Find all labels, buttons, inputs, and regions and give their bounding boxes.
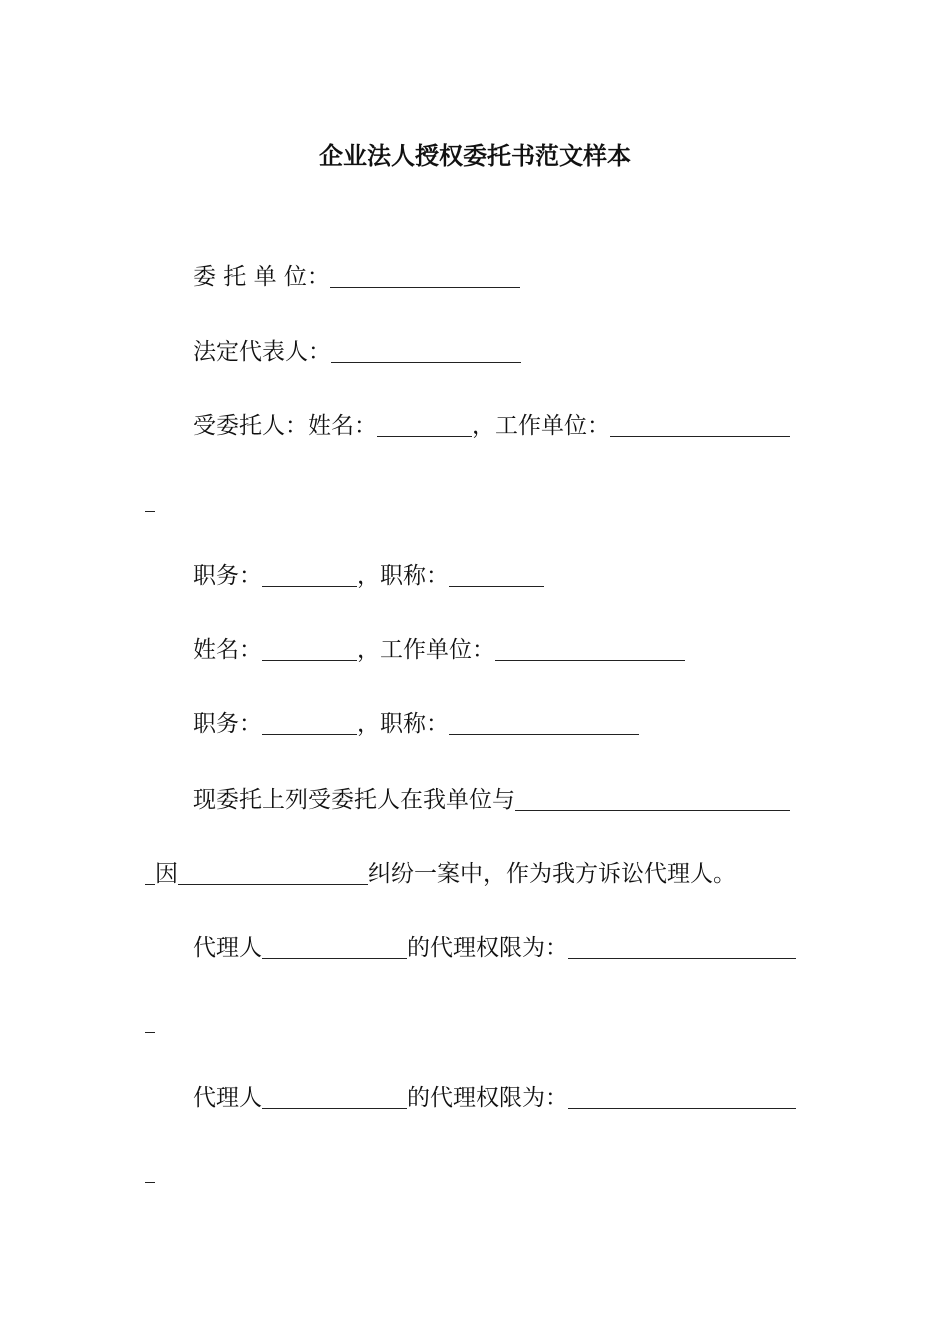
trustee-1-name-label: 受委托人：姓名： [193,413,377,439]
trustee-2-unit-label: ，工作单位： [357,637,495,663]
agent-2-authority-blank-continuation [145,1182,155,1183]
agent-1-authority-label: 的代理权限为： [407,935,568,961]
entrusting-unit-label: 委 托 单 位： [193,264,330,290]
trustee-1-unit-blank-continuation [145,511,155,512]
trustee-1-post-blank[interactable] [262,585,357,587]
trustee-2-title-blank[interactable] [449,733,639,735]
agent-1-authority-blank[interactable] [568,957,796,959]
legal-representative-label: 法定代表人： [193,339,331,365]
legal-representative-blank[interactable] [331,361,521,363]
trustee-2-post-row [193,709,639,739]
trustee-1-title-blank[interactable] [449,585,544,587]
trustee-2-unit-blank[interactable] [495,659,685,661]
entrusting-unit-blank[interactable] [330,286,520,288]
agent-2-name-blank[interactable] [262,1107,407,1109]
trustee-2-post-label: 职务： [193,711,262,737]
trustee-1-row [193,411,790,441]
trustee-2-row [193,635,685,665]
trustee-1-post-label: 职务： [193,563,262,589]
agent-1-authority-row [193,933,796,963]
agent-2-authority-label: 的代理权限为： [407,1085,568,1111]
entrusting-unit-row [193,262,520,292]
opposing-party-blank-continuation [145,883,155,885]
entrustment-statement-row [193,785,790,815]
case-cause-blank[interactable] [178,883,368,885]
legal-representative-row [193,337,521,367]
agent-1-authority-blank-continuation [145,1032,155,1033]
case-cause-label: 因 [155,861,178,887]
document-title: 企业法人授权委托书范文样本 [319,141,631,170]
entrustment-statement-text: 现委托上列受委托人在我单位与 [193,787,515,813]
trustee-2-post-blank[interactable] [262,733,357,735]
trustee-2-name-blank[interactable] [262,659,357,661]
case-cause-row [145,859,736,889]
agent-2-authority-row [193,1083,796,1113]
trustee-1-unit-blank[interactable] [610,435,790,437]
opposing-party-blank[interactable] [515,809,790,811]
agent-1-name-blank[interactable] [262,957,407,959]
agent-1-label: 代理人 [193,935,262,961]
trustee-2-name-label: 姓名： [193,637,262,663]
agent-2-authority-blank[interactable] [568,1107,796,1109]
trustee-2-title-label: ，职称： [357,711,449,737]
trustee-1-name-blank[interactable] [377,435,472,437]
trustee-1-post-row [193,561,544,591]
trustee-1-unit-label: ，工作单位： [472,413,610,439]
agent-2-label: 代理人 [193,1085,262,1111]
trustee-1-title-label: ，职称： [357,563,449,589]
case-cause-text: 纠纷一案中，作为我方诉讼代理人。 [368,861,736,887]
